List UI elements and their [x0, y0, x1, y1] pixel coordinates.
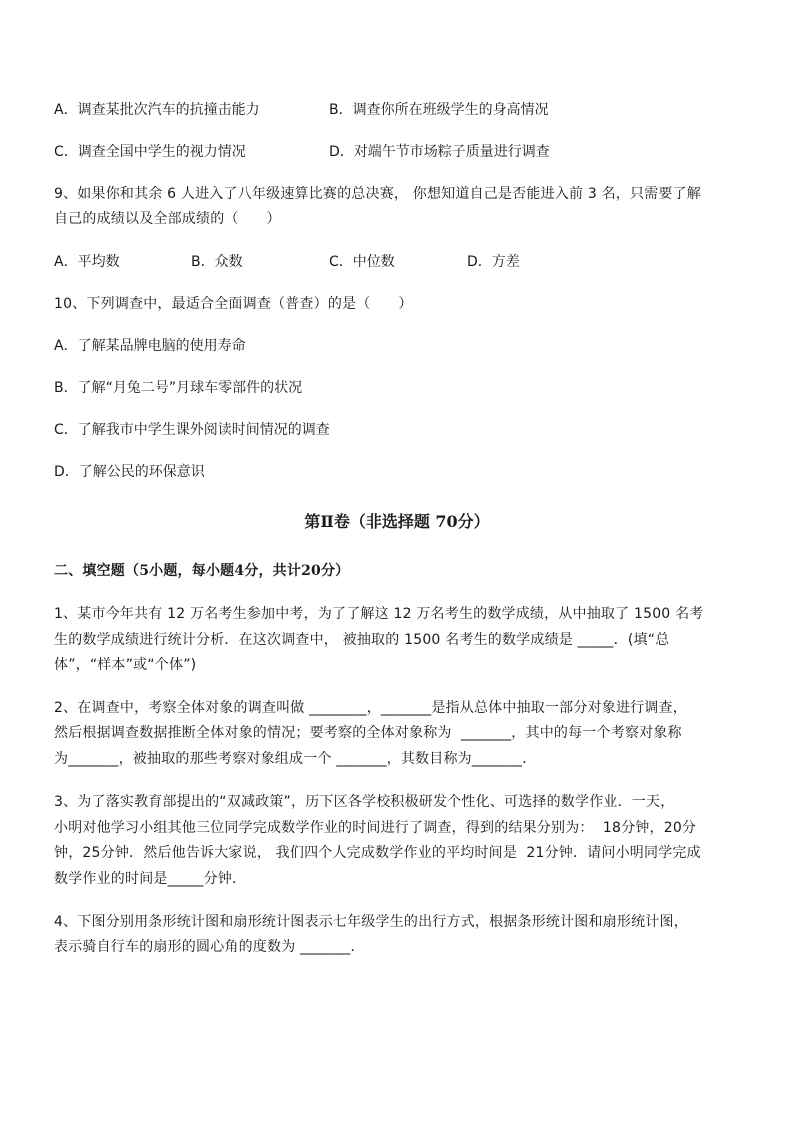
fill3-line3: 钟，25分钟．然后他告诉大家说， 我们四个人完成数学作业的平均时间是 21分钟．请问小明同学完成	[54, 845, 701, 861]
q9-option-a: A．平均数	[54, 254, 120, 270]
q10-option-b: B．了解“月兔二号”月球车零部件的状况	[54, 380, 303, 396]
fill4-line2: 表示骑自行车的扇形的圆心角的度数为 _______．	[54, 939, 365, 955]
fill4-line1: 4、下图分别用条形统计图和扇形统计图表示七年级学生的出行方式，根据条形统计图和扇形统计图，	[54, 914, 688, 930]
q10-option-c: C．了解我市中学生课外阅读时间情况的调查	[54, 422, 330, 438]
q8-option-b: B．调查你所在班级学生的身高情况	[329, 102, 549, 118]
fill2-line3: 为_______，被抽取的那些考察对象组成一个 _______，其数目称为_______．	[54, 751, 537, 767]
q8-option-a: A．调查某批次汽车的抗撞击能力	[54, 102, 260, 118]
fill3-line1: 3、为了落实教育部提出的“双减政策”，历下区各学校积极研发个性化、可选择的数学作业．一天，	[54, 794, 675, 810]
q9-option-c: C．中位数	[329, 254, 395, 270]
q9-stem-line1: 9、如果你和其余 6 人进入了八年级速算比赛的总决赛， 你想知道自己是否能进入前 3 名，只需要了解	[54, 186, 701, 202]
volume2-title: 第Ⅱ卷（非选择题 70分）	[304, 512, 490, 531]
fill3-line4: 数学作业的时间是_____分钟．	[54, 871, 247, 887]
q10-option-d: D．了解公民的环保意识	[54, 464, 205, 480]
q10-option-a: A．了解某品牌电脑的使用寿命	[54, 338, 246, 354]
section2-heading: 二、填空题（5小题，每小题4分，共计20分）	[54, 563, 350, 579]
fill1-line1: 1、某市今年共有 12 万名考生参加中考，为了了解这 12 万名考生的数学成绩，从中抽取了 1500 名考	[54, 606, 704, 622]
q10-stem: 10、下列调查中，最适合全面调查（普查）的是（ ）	[54, 296, 413, 312]
q9-option-d: D．方差	[467, 254, 520, 270]
fill1-line3: 体”，“样本”或“个体”)	[54, 657, 197, 673]
q9-option-b: B．众数	[191, 254, 243, 270]
q8-option-c: C．调查全国中学生的视力情况	[54, 144, 246, 160]
q8-option-d: D．对端午节市场粽子质量进行调查	[329, 144, 550, 160]
fill2-line1: 2、在调查中，考察全体对象的调查叫做 ________，_______是指从总体中抽取一部分对象进行调查，	[54, 700, 687, 716]
fill3-line2: 小明对他学习小组其他三位同学完成数学作业的时间进行了调查，得到的结果分别为： 18分钟，20分	[54, 820, 697, 836]
q9-stem-line2: 自己的成绩以及全部成绩的（ ）	[54, 211, 281, 227]
fill1-line2: 生的数学成绩进行统计分析．在这次调查中， 被抽取的 1500 名考生的数学成绩是 _____．(填“总	[54, 632, 670, 648]
fill2-line2: 然后根据调查数据推断全体对象的情况；要考察的全体对象称为 _______，其中的每一个考察对象称	[54, 725, 682, 741]
